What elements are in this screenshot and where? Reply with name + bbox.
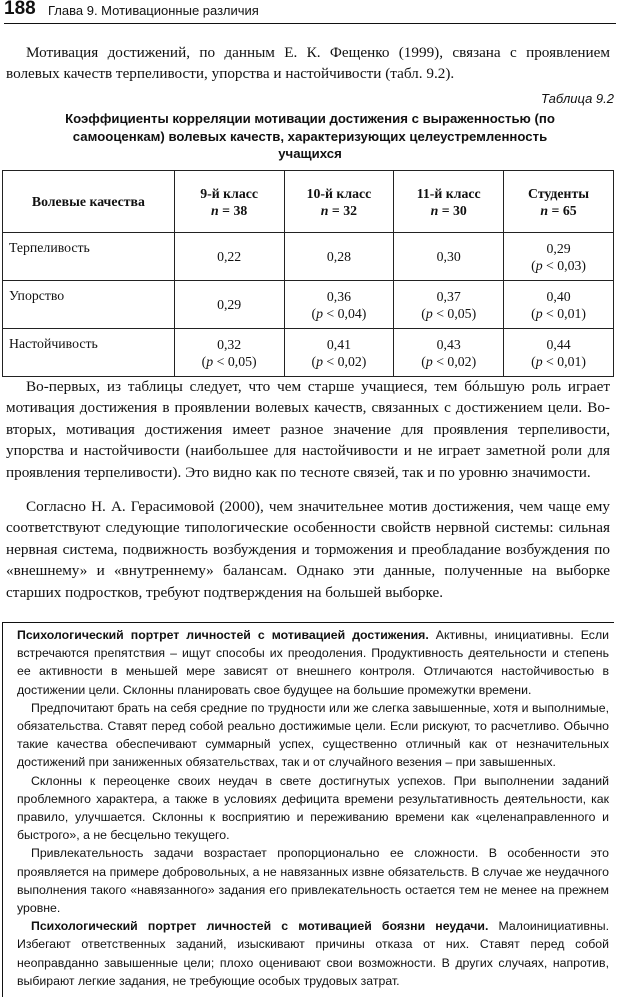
row-label: Настойчивость [3, 329, 175, 377]
correlation-table [2, 170, 614, 377]
table-cell: 0,29 (p < 0,03) [504, 233, 614, 281]
table-cell: 0,29 [174, 281, 284, 329]
box-paragraph: Склонны к переоценке своих неудач в свете достигнутых успехов. При выполнении заданий проблемного характера, а также в условиях дефицита времени результативность деятельности, как правило, улучшается. Склонны к восприятию и переживанию времени как «целенаправленного и быстрого», а не бесцельно текущего. [17, 773, 609, 843]
sidebar-box-text [17, 626, 609, 990]
column-n: n = 65 [540, 202, 577, 218]
table-caption: Коэффициенты корреляции мотивации достижения с выраженностью (по самооценкам) волевых качеств, характеризующих целеустремленность учащихся [65, 111, 555, 161]
column-name: Студенты [528, 185, 590, 201]
box-paragraph: Психологический портрет личностей с мотивацией достижения. Активны, инициативны. Если встречаются препятствия – ищут способы их преодоления. Продуктивность деятельности и степень ее активности в меньшей мере зависят от внешнего контроля. Отличаются настойчивостью в достижении цели. Склонны планировать свое будущее на большие промежутки времени. [17, 628, 609, 697]
body-paragraph: Согласно Н. А. Герасимовой (2000), чем значительнее мотив достижения, чем чаще ему соответствуют следующие типологические особенности свойств нервной системы: сильная нервная система, подвижность возбуждения и торможения и преобладание возбуждения по «внешнему» и «внутреннему» балансам. Однако эти данные, полученные на выборке старших подростков, требуют подтверждения на большей выборке. [6, 498, 610, 601]
column-name: 11-й класс [416, 185, 481, 201]
table-label: Таблица 9.2 [541, 91, 614, 106]
table-row [3, 329, 614, 377]
row-label: Терпеливость [3, 233, 175, 281]
table-cell: 0,36 (p < 0,04) [284, 281, 394, 329]
table-cell: 0,40 (p < 0,01) [504, 281, 614, 329]
column-n: n = 32 [320, 202, 358, 218]
column-header-qualities: Волевые качества [3, 171, 175, 233]
column-n: n = 30 [430, 202, 467, 218]
row-label: Упорство [3, 281, 175, 329]
table-cell: 0,28 [284, 233, 394, 281]
column-header [284, 171, 394, 233]
box-paragraph: Привлекательность задачи возрастает пропорционально ее сложности. В особенности это проявляется на примере добровольных, а не навязанных извне обязательств. В случае же неудачного выполнения такого «навязанного» задания его привлекательность остается тем не менее на прежнем уровне. [17, 846, 609, 916]
sidebar-box [2, 622, 614, 997]
table-cell: 0,30 [394, 233, 504, 281]
table-cell: 0,32 (p < 0,05) [174, 329, 284, 377]
table-cell: 0,41 (p < 0,02) [284, 329, 394, 377]
table-cell: 0,22 [174, 233, 284, 281]
column-name: 10-й класс [306, 185, 372, 201]
table-cell: 0,37 (p < 0,05) [394, 281, 504, 329]
table-cell: 0,43 (p < 0,02) [394, 329, 504, 377]
chapter-title: Глава 9. Мотивационные различия [48, 3, 259, 18]
box-paragraph: Психологический портрет личностей с мотивацией боязни неудачи. Малоинициативны. Избегают ответственных заданий, изыскивают причины отказа от них. Ставят перед собой неоправданно завышенные цели; плохо оценивают свои возможности. В других случаях, напротив, выбирают легкие задания, не требующие особых трудовых затрат. [17, 919, 609, 988]
column-header [394, 171, 504, 233]
table-row [3, 281, 614, 329]
table-row [3, 233, 614, 281]
table-header-row [3, 171, 614, 233]
table-cell: 0,44 (p < 0,01) [504, 329, 614, 377]
column-n: n = 38 [211, 202, 248, 218]
page-number: 188 [4, 0, 36, 19]
running-header [4, 1, 616, 24]
column-header [504, 171, 614, 233]
body-paragraph: Во-первых, из таблицы следует, что чем старше учащиеся, тем бóльшую роль играет мотивация достижения в проявлении волевых качеств, связанных с достижением цели. Во-вторых, мотивация достижения имеет разное значение для проявления терпеливости, упорства и настойчивости (наибольшее для настойчивости и не играет заметной роли для проявления терпеливости). Это видно как по тесноте связей, так и по уровню значимости. [6, 378, 610, 481]
intro-paragraph: Мотивация достижений, по данным Е. К. Фещенко (1999), связана с проявлением волевых качеств терпеливости, упорства и настойчивости (табл. 9.2). [6, 44, 610, 83]
box-title: Психологический портрет личностей с мотивацией достижения. [17, 628, 429, 642]
box-title: Психологический портрет личностей с мотивацией боязни неудачи. [31, 919, 489, 934]
column-header [174, 171, 284, 233]
column-name: 9-й класс [200, 185, 258, 201]
box-paragraph: Предпочитают брать на себя средние по трудности или же слегка завышенные, хотя и выполнимые, обязательства. Ставят перед собой реально достижимые цели. Если рискуют, то расчетливо. Обычно такие качества обеспечивают суммарный успех, существенно отличный как от незначительных достижений при заниженных обязательствах, так и от случайного везения – при завышенных. [17, 700, 609, 770]
